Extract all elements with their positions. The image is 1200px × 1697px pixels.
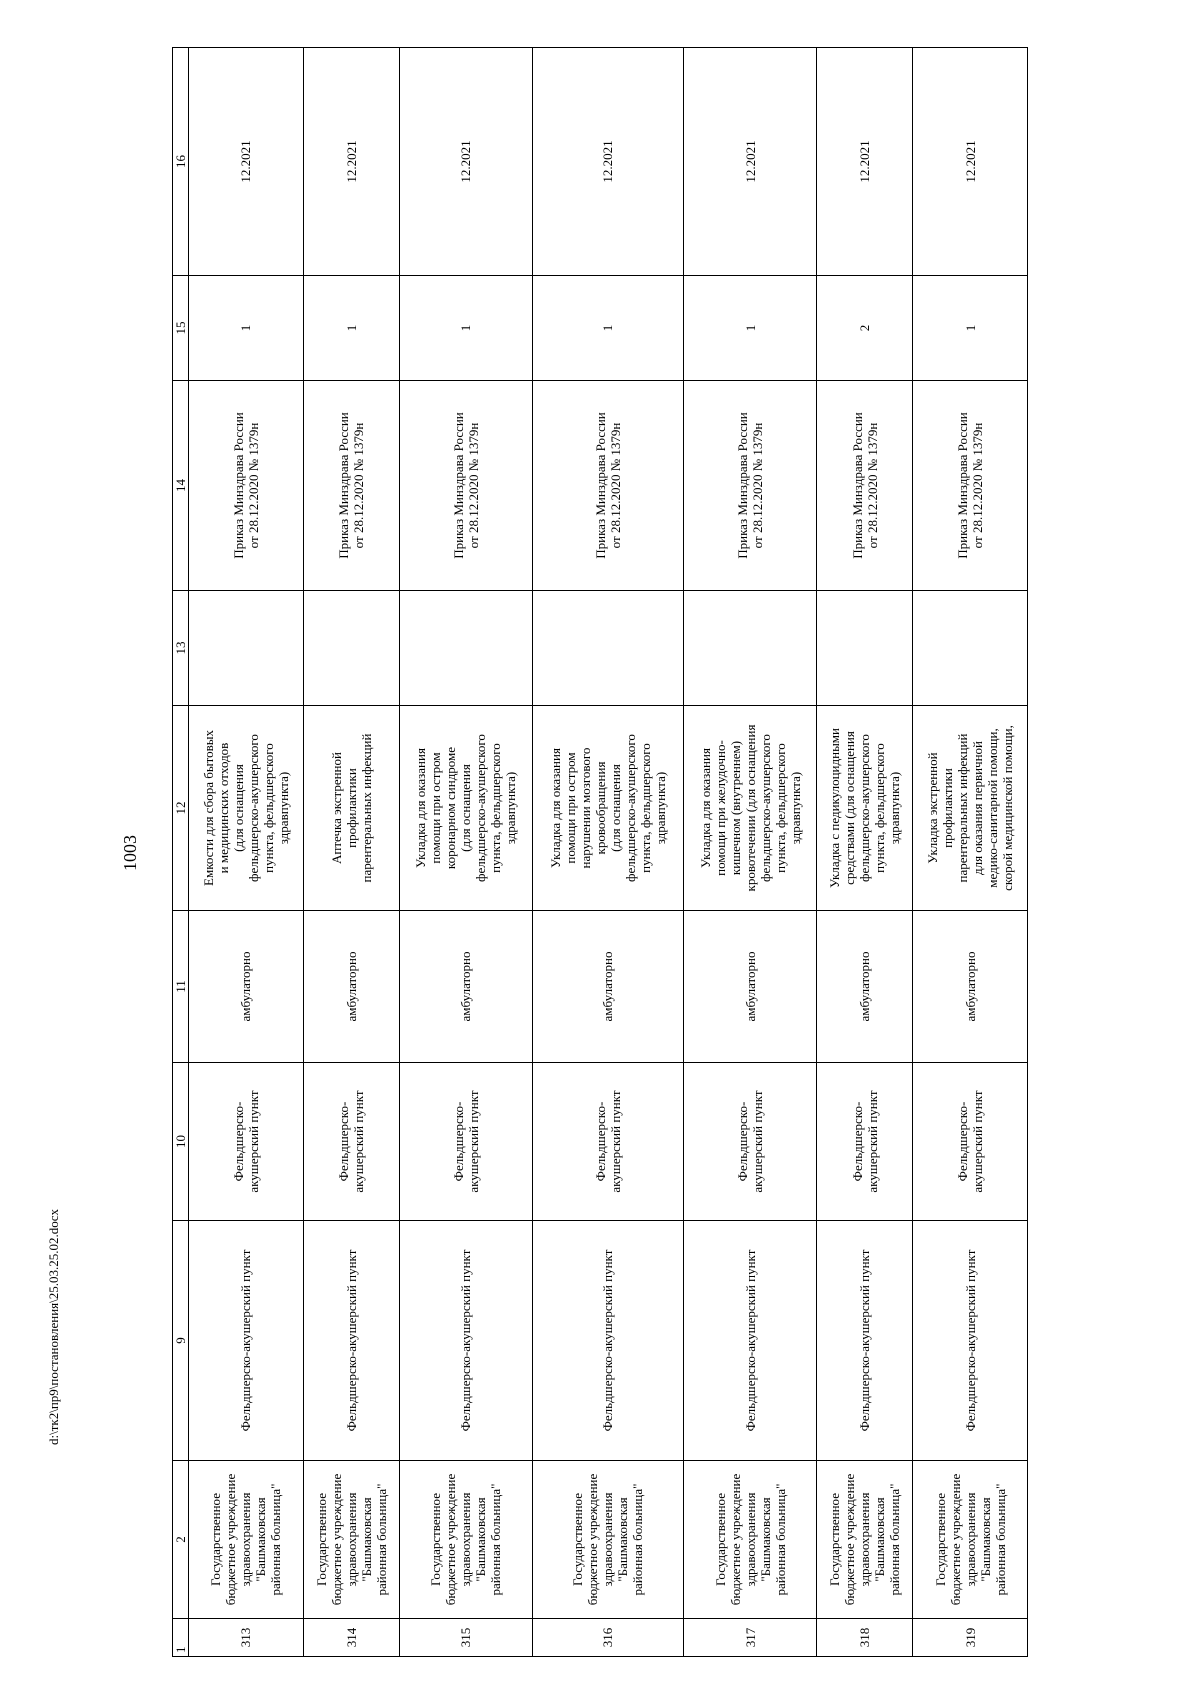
quantity: 1 [913, 276, 1028, 381]
regulation-reference [532, 381, 684, 591]
equipment-name-line: нарушении мозгового [577, 747, 593, 869]
organization-name [303, 1461, 399, 1619]
organization-name-line: здравоохранения [742, 1492, 758, 1587]
regulation-reference [817, 381, 913, 591]
structural-unit [399, 1063, 532, 1221]
organization-name-line: бюджетное учреждение [727, 1473, 743, 1606]
equipment-table [172, 47, 1028, 1657]
organization-name-line: здравоохранения [238, 1492, 254, 1587]
location-name: Фельдшерско-акушерский пункт [399, 1221, 532, 1461]
organization-name-line: бюджетное учреждение [223, 1473, 239, 1606]
care-conditions: амбулаторно [817, 911, 913, 1063]
regulation-reference-line: от 28.12.2020 № 1379н [864, 422, 880, 549]
equipment-name-line: и медицинских отходов [215, 742, 231, 874]
table-row [913, 48, 1028, 1657]
equipment-name-line: пункта, фельдшерского [260, 743, 276, 873]
equipment-name-line: медико-санитарной помощи, [985, 728, 1001, 888]
row-number: 314 [303, 1619, 399, 1657]
equipment-name-line: помощи при желудочно- [712, 740, 728, 876]
row-number: 319 [913, 1619, 1028, 1657]
delivery-date: 12.2021 [189, 48, 304, 276]
location-name: Фельдшерско-акушерский пункт [303, 1221, 399, 1461]
equipment-name-line: Укладка для оказания [697, 748, 713, 868]
delivery-date: 12.2021 [399, 48, 532, 276]
equipment-name-line: коронарном синдроме [443, 746, 459, 870]
care-conditions: амбулаторно [189, 911, 304, 1063]
column-number: 16 [173, 48, 189, 276]
structural-unit-line: акушерский пункт [607, 1090, 623, 1193]
structural-unit-line: акушерский пункт [465, 1090, 481, 1193]
quantity: 1 [532, 276, 684, 381]
regulation-reference [913, 381, 1028, 591]
equipment-name-line: фельдшерско-акушерского [622, 734, 638, 882]
organization-name [189, 1461, 304, 1619]
equipment-name-line: Укладка для оказания [547, 748, 563, 868]
organization-name-line: Государственное [932, 1493, 948, 1586]
equipment-name [303, 706, 399, 911]
care-conditions: амбулаторно [532, 911, 684, 1063]
organization-name-line: "Башмаковская [253, 1497, 269, 1582]
structural-unit [913, 1063, 1028, 1221]
regulation-reference-line: Приказ Минздрава России [230, 412, 246, 559]
organization-name-line: "Башмаковская [977, 1497, 993, 1582]
structural-unit-line: акушерский пункт [970, 1090, 986, 1193]
column-13-value [913, 591, 1028, 706]
organization-name-line: бюджетное учреждение [328, 1473, 344, 1606]
structural-unit-line: акушерский пункт [864, 1090, 880, 1193]
organization-name-line: здравоохранения [962, 1492, 978, 1587]
table-row [817, 48, 913, 1657]
organization-name-line: "Башмаковская [615, 1497, 631, 1582]
column-number: 15 [173, 276, 189, 381]
page-number: 1003 [120, 835, 140, 871]
organization-name-line: "Башмаковская [757, 1497, 773, 1582]
organization-name-line: бюджетное учреждение [947, 1473, 963, 1606]
structural-unit [532, 1063, 684, 1221]
structural-unit [684, 1063, 817, 1221]
column-13-value [817, 591, 913, 706]
row-number: 315 [399, 1619, 532, 1657]
location-name: Фельдшерско-акушерский пункт [817, 1221, 913, 1461]
regulation-reference-line: Приказ Минздрава России [336, 412, 352, 559]
regulation-reference [399, 381, 532, 591]
equipment-name-line: кишечном (внутреннем) [727, 740, 743, 876]
organization-name-line: бюджетное учреждение [443, 1473, 459, 1606]
column-13-value [399, 591, 532, 706]
equipment-name-line: помощи при остром [428, 752, 444, 864]
delivery-date: 12.2021 [532, 48, 684, 276]
regulation-reference-line: Приказ Минздрава России [592, 412, 608, 559]
regulation-reference-line: Приказ Минздрава России [849, 412, 865, 559]
equipment-name-line: пункта, фельдшерского [488, 743, 504, 873]
equipment-name-line: для оказания первичной [970, 740, 986, 876]
equipment-name-line: фельдшерско-акушерского [757, 734, 773, 882]
equipment-name-line: пункта, фельдшерского [772, 743, 788, 873]
care-conditions: амбулаторно [684, 911, 817, 1063]
row-number: 316 [532, 1619, 684, 1657]
column-13-value [303, 591, 399, 706]
regulation-reference [189, 381, 304, 591]
organization-name-line: Государственное [208, 1493, 224, 1586]
equipment-name-line: парентеральных инфекций [358, 733, 374, 883]
location-name: Фельдшерско-акушерский пункт [913, 1221, 1028, 1461]
organization-name-line: бюджетное учреждение [585, 1473, 601, 1606]
location-name: Фельдшерско-акушерский пункт [684, 1221, 817, 1461]
structural-unit-line: Фельдшерско- [336, 1101, 352, 1182]
organization-name [684, 1461, 817, 1619]
column-13-value [532, 591, 684, 706]
care-conditions: амбулаторно [399, 911, 532, 1063]
equipment-name [913, 706, 1028, 911]
equipment-name [684, 706, 817, 911]
column-number: 13 [173, 591, 189, 706]
table-row [684, 48, 817, 1657]
equipment-name-line: Укладка экстренной [925, 752, 941, 864]
row-number: 318 [817, 1619, 913, 1657]
equipment-name-line: профилактики [940, 768, 956, 848]
equipment-name-line: (для оснащения [458, 764, 474, 852]
organization-name-line: здравоохранения [857, 1492, 873, 1587]
row-number: 313 [189, 1619, 304, 1657]
organization-name [399, 1461, 532, 1619]
equipment-name-line: средствами (для оснащения [842, 731, 858, 885]
column-13-value [684, 591, 817, 706]
table-row [399, 48, 532, 1657]
equipment-name-line: помощи при остром [562, 752, 578, 864]
row-number: 317 [684, 1619, 817, 1657]
file-path-footer: d:\тк2\пр9\постановления\25.03.25.02.docx [46, 1208, 61, 1445]
organization-name-line: районная больница" [992, 1483, 1008, 1596]
equipment-name-line: (для оснащения [607, 764, 623, 852]
quantity: 1 [684, 276, 817, 381]
column-number: 12 [173, 706, 189, 911]
organization-name-line: "Башмаковская [872, 1497, 888, 1582]
organization-name-line: районная больница" [373, 1483, 389, 1596]
equipment-name-line: профилактики [343, 768, 359, 848]
equipment-name-line: парентеральных инфекций [955, 733, 971, 883]
regulation-reference-line: Приказ Минздрава России [450, 412, 466, 559]
organization-name-line: Государственное [570, 1493, 586, 1586]
structural-unit [817, 1063, 913, 1221]
table-row [189, 48, 304, 1657]
structural-unit-line: акушерский пункт [351, 1090, 367, 1193]
organization-name [532, 1461, 684, 1619]
equipment-name [817, 706, 913, 911]
organization-name [913, 1461, 1028, 1619]
regulation-reference-line: от 28.12.2020 № 1379н [607, 422, 623, 549]
organization-name [817, 1461, 913, 1619]
column-13-value [189, 591, 304, 706]
organization-name-line: Государственное [827, 1493, 843, 1586]
equipment-name-line: фельдшерско-акушерского [245, 734, 261, 882]
equipment-name-line: пункта, фельдшерского [637, 743, 653, 873]
regulation-reference [684, 381, 817, 591]
equipment-name-line: (для оснащения [230, 764, 246, 852]
organization-name-line: Государственное [313, 1493, 329, 1586]
organization-name-line: здравоохранения [458, 1492, 474, 1587]
quantity: 1 [303, 276, 399, 381]
column-number: 10 [173, 1063, 189, 1221]
table-row [303, 48, 399, 1657]
regulation-reference-line: от 28.12.2020 № 1379н [245, 422, 261, 549]
regulation-reference [303, 381, 399, 591]
regulation-reference-line: Приказ Минздрава России [735, 412, 751, 559]
care-conditions: амбулаторно [303, 911, 399, 1063]
regulation-reference-line: от 28.12.2020 № 1379н [970, 422, 986, 549]
organization-name-line: Государственное [428, 1493, 444, 1586]
organization-name-line: здравоохранения [343, 1492, 359, 1587]
column-number: 9 [173, 1221, 189, 1461]
structural-unit-line: Фельдшерско- [849, 1101, 865, 1182]
structural-unit [189, 1063, 304, 1221]
organization-name-line: Государственное [712, 1493, 728, 1586]
organization-name-line: бюджетное учреждение [842, 1473, 858, 1606]
rotated-table-container [172, 48, 1028, 1657]
structural-unit-line: Фельдшерско- [735, 1101, 751, 1182]
organization-name-line: районная больница" [630, 1483, 646, 1596]
regulation-reference-line: от 28.12.2020 № 1379н [750, 422, 766, 549]
column-number: 11 [173, 911, 189, 1063]
equipment-name-line: Укладка для оказания [413, 748, 429, 868]
equipment-name-line: фельдшерско-акушерского [857, 734, 873, 882]
equipment-name [189, 706, 304, 911]
column-number-row [173, 48, 189, 1657]
equipment-name-line: кровотечении (для оснащения [742, 724, 758, 892]
column-number: 1 [173, 1619, 189, 1657]
structural-unit-line: акушерский пункт [750, 1090, 766, 1193]
structural-unit-line: Фельдшерско- [592, 1101, 608, 1182]
organization-name-line: районная больница" [887, 1483, 903, 1596]
equipment-name [532, 706, 684, 911]
location-name: Фельдшерско-акушерский пункт [189, 1221, 304, 1461]
equipment-name-line: Емкости для сбора бытовых [200, 730, 216, 886]
organization-name-line: "Башмаковская [358, 1497, 374, 1582]
structural-unit [303, 1063, 399, 1221]
equipment-name-line: скорой медицинской помощи, [1000, 725, 1016, 891]
quantity: 1 [399, 276, 532, 381]
column-number: 2 [173, 1461, 189, 1619]
equipment-name-line: пункта, фельдшерского [872, 743, 888, 873]
equipment-name-line: здравпункта) [787, 771, 803, 845]
equipment-name-line: здравпункта) [275, 771, 291, 845]
table-row [532, 48, 684, 1657]
care-conditions: амбулаторно [913, 911, 1028, 1063]
organization-name-line: районная больница" [772, 1483, 788, 1596]
equipment-name-line: Укладка с педикулоцидными [827, 728, 843, 888]
structural-unit-line: Фельдшерско- [230, 1101, 246, 1182]
equipment-name-line: здравпункта) [503, 771, 519, 845]
organization-name-line: районная больница" [268, 1483, 284, 1596]
quantity: 1 [189, 276, 304, 381]
delivery-date: 12.2021 [303, 48, 399, 276]
delivery-date: 12.2021 [913, 48, 1028, 276]
regulation-reference-line: Приказ Минздрава России [955, 412, 971, 559]
delivery-date: 12.2021 [684, 48, 817, 276]
equipment-name-line: здравпункта) [887, 771, 903, 845]
column-number: 14 [173, 381, 189, 591]
regulation-reference-line: от 28.12.2020 № 1379н [465, 422, 481, 549]
quantity: 2 [817, 276, 913, 381]
delivery-date: 12.2021 [817, 48, 913, 276]
structural-unit-line: Фельдшерско- [955, 1101, 971, 1182]
equipment-name-line: фельдшерско-акушерского [473, 734, 489, 882]
regulation-reference-line: от 28.12.2020 № 1379н [351, 422, 367, 549]
organization-name-line: здравоохранения [600, 1492, 616, 1587]
equipment-name-line: Аптечка экстренной [328, 752, 344, 864]
location-name: Фельдшерско-акушерский пункт [532, 1221, 684, 1461]
equipment-name-line: кровообращения [592, 761, 608, 855]
organization-name-line: районная больница" [488, 1483, 504, 1596]
structural-unit-line: акушерский пункт [245, 1090, 261, 1193]
equipment-name-line: здравпункта) [652, 771, 668, 845]
structural-unit-line: Фельдшерско- [450, 1101, 466, 1182]
equipment-name [399, 706, 532, 911]
organization-name-line: "Башмаковская [473, 1497, 489, 1582]
